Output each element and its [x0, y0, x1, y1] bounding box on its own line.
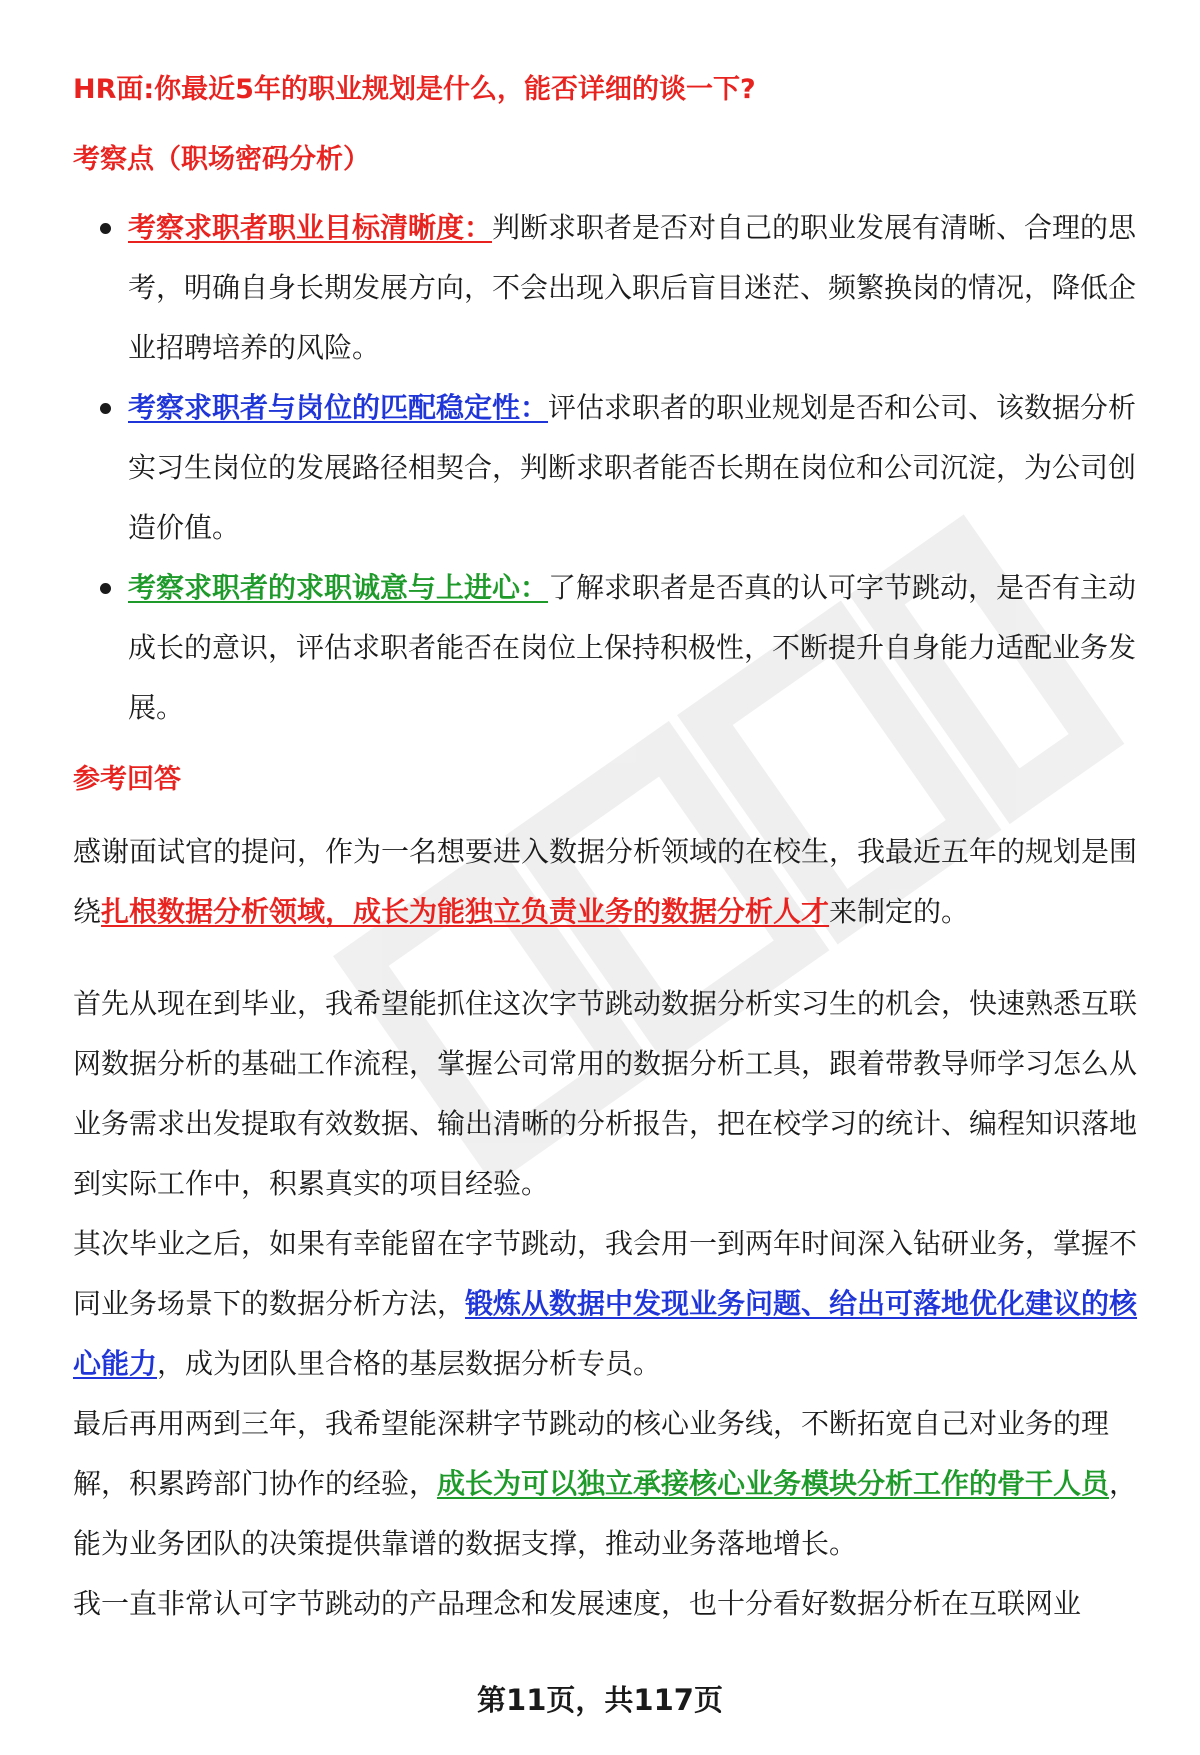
- answer-paragraph-stage-2: [73, 1214, 1148, 1394]
- point-label: 考察求职者与岗位的匹配稳定性：: [128, 391, 549, 424]
- answer-paragraph-stage-1: 首先从现在到毕业，我希望能抓住这次字节跳动数据分析实习生的机会，快速熟悉互联网数据分析的基础工作流程，掌握公司常用的数据分析工具，跟着带教导师学习怎么从业务需求出发提取有效数据、输出清晰的分析报告，把在校学习的统计、编程知识落地到实际工作中，积累真实的项目经验。: [73, 987, 1138, 1200]
- bullet-icon: [100, 583, 111, 594]
- answer-text: ，能为业务团队的决策提供靠谱的数据支撑，推动业务落地增长。: [73, 1467, 1138, 1560]
- list-item: [73, 198, 1148, 378]
- answer-text: 其次毕业之后，如果有幸能留在字节跳动，我会用一到两年时间深入钻研业务，掌握不同业务场景下的数据分析方法，: [73, 1227, 1138, 1320]
- point-text: 评估求职者的职业规划是否和公司、该数据分析实习生岗位的发展路径相契合，判断求职者能否长期在岗位和公司沉淀，为公司创造价值。: [128, 391, 1137, 544]
- document-content: [73, 70, 1148, 1634]
- section-title-answer: 参考回答: [73, 764, 181, 795]
- answer-text: ，成为团队里合格的基层数据分析专员。: [157, 1347, 662, 1380]
- point-text: 了解求职者是否真的认可字节跳动，是否有主动成长的意识，评估求职者能否在岗位上保持积极性，不断提升自身能力适配业务发展。: [128, 571, 1137, 724]
- page-number-footer: 第11页，共117页: [477, 1683, 723, 1717]
- list-item: [73, 378, 1148, 558]
- answer-text: 最后再用两到三年，我希望能深耕字节跳动的核心业务线，不断拓宽自己对业务的理解，积累跨部门协作的经验，: [73, 1407, 1110, 1500]
- question-heading: HR面:你最近5年的职业规划是什么，能否详细的谈一下?: [73, 74, 756, 105]
- answer-highlight: 扎根数据分析领域，成长为能独立负责业务的数据分析人才: [101, 895, 830, 928]
- assessment-points-list: [73, 198, 1148, 738]
- point-label: 考察求职者的求职诚意与上进心：: [128, 571, 549, 604]
- list-item: [73, 558, 1148, 738]
- answer-highlight: 锻炼从数据中发现业务问题、给出可落地优化建议的核心能力: [73, 1287, 1138, 1380]
- answer-text: 来制定的。: [829, 895, 970, 928]
- section-title-points: 考察点（职场密码分析）: [73, 144, 370, 175]
- bullet-icon: [100, 223, 111, 234]
- answer-paragraph-stage-3: [73, 1394, 1148, 1574]
- point-label: 考察求职者职业目标清晰度：: [128, 211, 493, 244]
- answer-highlight: 成长为可以独立承接核心业务模块分析工作的骨干人员: [437, 1467, 1110, 1500]
- answer-paragraph-intro: [73, 822, 1148, 942]
- point-text: 判断求职者是否对自己的职业发展有清晰、合理的思考，明确自身长期发展方向，不会出现入职后盲目迷茫、频繁换岗的情况，降低企业招聘培养的风险。: [128, 211, 1137, 364]
- bullet-icon: [100, 403, 111, 414]
- answer-text: 感谢面试官的提问，作为一名想要进入数据分析领域的在校生，我最近五年的规划是围绕: [73, 835, 1138, 928]
- answer-paragraph-closing: 我一直非常认可字节跳动的产品理念和发展速度，也十分看好数据分析在互联网业: [73, 1587, 1082, 1620]
